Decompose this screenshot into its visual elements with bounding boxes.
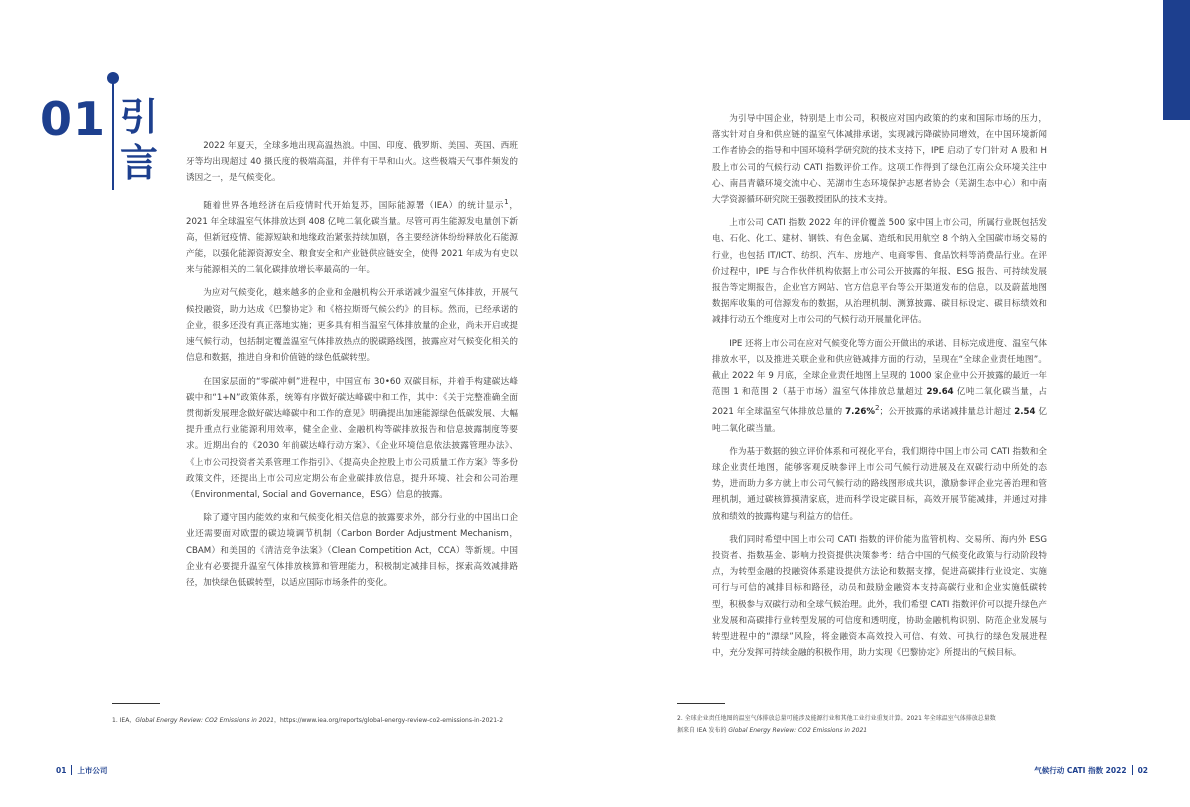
- footer-label: 上市公司: [77, 766, 108, 775]
- footnote-text: 2. 全球企业责任地图的温室气体排放总量可能涉及能源行业和其他工业行业重复计算。2021 年全球温室气体排放总量数: [677, 715, 996, 722]
- footnote-2: [677, 713, 1077, 737]
- top-accent-bar: [1163, 0, 1190, 120]
- footnote-title: Global Energy Review: CO2 Emissions in 2021: [728, 727, 868, 734]
- footnote-divider: [677, 703, 725, 704]
- footnote-ref[interactable]: 2: [874, 403, 880, 413]
- paragraph: 上市公司 CATI 指数 2022 年的评价覆盖 500 家中国上市公司，所属行业既包括发电、石化、化工、建材、钢铁、有色金属、造纸和民用航空 8 个纳入全国碳市场交易的行业，也包括 IT/ICT、纺织、汽车、房地产、电商零售、食品饮料等消费品行业。在评价过程中，IPE 与合作伙伴机构依据上市公司公开披露的年报、ESG 报告、可持续发展报告等定期报告，企业官方网站、官方信息平台等公开渠道发布的信息，以及蔚蓝地图数据库收集的可信源发布的数据，从治理机制、测算披露、碳目标设定、碳目标绩效和减排行动五个维度对上市公司的气候行动开展量化评估。: [712, 218, 1047, 326]
- paragraph-text: 随着世界各地经济在后疫情时代开始复苏，国际能源署（IEA）的统计显示: [203, 200, 505, 211]
- highlight-number: 7.26%: [845, 407, 875, 418]
- paragraph: 作为基于数据的独立评价体系和可视化平台，我们期待中国上市公司 CATI 指数和全球企业责任地图，能够客观反映参评上市公司气候行动进展及在双碳行动中所处的态势，进而助力多方就上市公司气候行动的路线图形成共识，激励参评企业完善治理和管理机制，通过碳核算摸清家底，进而科学设定碳目标，高效开展节能减排，并通过对排放和绩效的披露构建与利益方的信任。: [712, 446, 1047, 522]
- paragraph: 为应对气候变化，越来越多的企业和金融机构公开承诺减少温室气体排放，开展气候投融资，助力达成《巴黎协定》和《格拉斯哥气候公约》的目标。然而，已经承诺的企业，很多还没有真正落地实施；更多具有相当温室气体排放量的企业，尚未开启或提速气候行动，包括制定覆盖温室气体排放热点的脱碳路线图，披露应对气候变化相关的信息和数据，推进自身和价值链的绿色低碳转型。: [186, 288, 518, 364]
- footer-label: 气候行动 CATI 指数 2022: [1034, 766, 1127, 775]
- paragraph-text: IPE 还将上市公司在应对气候变化等方面公开做出的承诺、目标完成进度、温室气体排放水平，以及推进关联企业和供应链减排方面的行动，呈现在“全球企业责任地图”。截止 2022 年 9 月底，全球企业责任地图上呈现的 1000 家企业中公开披露的最近一年范围 1 和范围 2（基于市场）温室气体排放总量超过: [712, 338, 1047, 398]
- section-number: 01: [40, 92, 107, 146]
- paragraph: 我们同时希望中国上市公司 CATI 指数的评价能为监管机构、交易所、海内外 ESG 投资者、指数基金、影响力投资提供决策参考：结合中国的气候变化政策与行动阶段特点，为转型金融的投融资体系建设提供方法论和数据支撑，促进高碳排行业设定、实施可行与可信的减排目标和路径，动员和鼓励金融资本支持高碳行业和企业实施低碳转型，积极参与双碳行动和全球气候治理。此外，我们希望 CATI 指数评价可以提升绿色产业发展和高碳排行业转型发展的可信度和透明度，协助金融机构识别、防范企业发展与转型进程中的“漂绿”风险，将金融资本高效投入可信、有效、可执行的绿色发展进程中，充分发挥可持续金融的积极作用，助力实现《巴黎协定》所提出的气候目标。: [712, 534, 1047, 659]
- footer-left: [56, 765, 107, 776]
- paragraph-text: 亿吨二氧化碳当量，占 2021 年全球温室气体排放总量的: [712, 387, 1047, 418]
- paragraph: [712, 336, 1047, 437]
- highlight-number: 29.64: [926, 387, 954, 398]
- footnote-text: 1. IEA，: [112, 717, 136, 724]
- footnote-divider: [112, 703, 160, 704]
- paragraph: 除了遵守国内能效约束和气候变化相关信息的披露要求外，部分行业的中国出口企业还需要面对欧盟的碳边境调节机制（Carbon Border Adjustment Mechanism，CBAM）和美国的《清洁竞争法案》（Clean Competition Act，CCA）等新规。中国企业有必要提升温室气体排放核算和管理能力，积极制定减排目标，探索高效减排路径，加快绿色低碳转型，以适应国际市场条件的变化。: [186, 513, 518, 588]
- paragraph: 为引导中国企业，特别是上市公司，积极应对国内政策的约束和国际市场的压力，落实针对自身和供应链的温室气体减排承诺，实现减污降碳协同增效，在中国环境新闻工作者协会的指导和中国环境科学研究院的技术支持下，IPE 启动了专门针对 A 股和 H 股上市公司的气候行动 CATI 指数评价工作。这项工作得到了绿色江南公众环境关注中心、南昌青赣环境交流中心、芜湖市生态环境保护志愿者协会（芜湖生态中心）和中南大学资源循环研究院王强教授团队的技术支持。: [712, 114, 1047, 206]
- footnote-line: [677, 725, 1077, 737]
- paragraph: 在国家层面的“零碳冲刺”进程中，中国宣布 30•60 双碳目标，并着手构建碳达峰碳中和“1+N”政策体系，统筹有序做好碳达峰碳中和工作，其中：《关于完整准确全面贯彻新发展理念做好碳达峰碳中和工作的意见》明确提出加速能源绿色低碳发展、大幅提升重点行业能源利用效率，健全企业、金融机构等碳排放报告和信息披露制度等要求。近期出台的《2030 年前碳达峰行动方案》、《企业环境信息依法披露管理办法》、《上市公司投资者关系管理工作指引》、《提高央企控股上市公司质量工作方案》等多份政策文件，还提出上市公司应定期公布企业碳排放信息，提升环境、社会和公司治理（Environmental, Social and Governance，ESG）信息的披露。: [186, 376, 518, 500]
- paragraph-text: ，2021 年全球温室气体排放达到 408 亿吨二氧化碳当量。尽管可再生能源发电量创下新高，但新冠疫情、能源短缺和地缘政治紧张持续加剧，各主要经济体纷纷释放化石能源产能，以强化能源资源安全、粮食安全和产业链供应链安全，使得 2021 年成为有史以来与能源相关的二氧化碳排放增长率最高的一年。: [186, 200, 518, 276]
- footnote-title: Global Energy Review: CO2 Emissions in 2021: [135, 717, 274, 724]
- footnote-url[interactable]: ，https://www.iea.org/reports/global-energy-review-co2-emissions-in-2021-2: [274, 717, 504, 724]
- page-number: 01: [56, 766, 67, 775]
- page-number: 02: [1137, 766, 1148, 775]
- footnote-1: [112, 715, 552, 727]
- right-text-column: [712, 111, 1047, 668]
- paragraph: [186, 194, 518, 279]
- paragraph-text: 亿吨二氧化碳当量。: [712, 407, 1048, 434]
- footer-right: [1034, 765, 1148, 776]
- paragraph: 2022 年夏天，全球多地出现高温热浪。中国、印度、俄罗斯、美国、英国、西班牙等均出现超过 40 摄氏度的极端高温，并伴有干旱和山火。这些极端天气事件频发的诱因之一，是气候变化。: [186, 141, 518, 184]
- highlight-number: 2.54: [1014, 407, 1036, 418]
- section-title-line2: 言: [120, 141, 159, 185]
- footer-separator: [71, 765, 72, 775]
- left-text-column: [186, 138, 518, 598]
- section-title: [120, 94, 164, 186]
- paragraph-text: ；公开披露的承诺减排量总计超过: [879, 407, 1015, 418]
- footnote-text: 据来自 IEA 发布的: [677, 727, 729, 734]
- footer-separator: [1132, 765, 1133, 775]
- footnote-ref[interactable]: 1: [504, 196, 509, 206]
- title-divider: [112, 80, 114, 190]
- section-title-line1: 引: [120, 95, 159, 139]
